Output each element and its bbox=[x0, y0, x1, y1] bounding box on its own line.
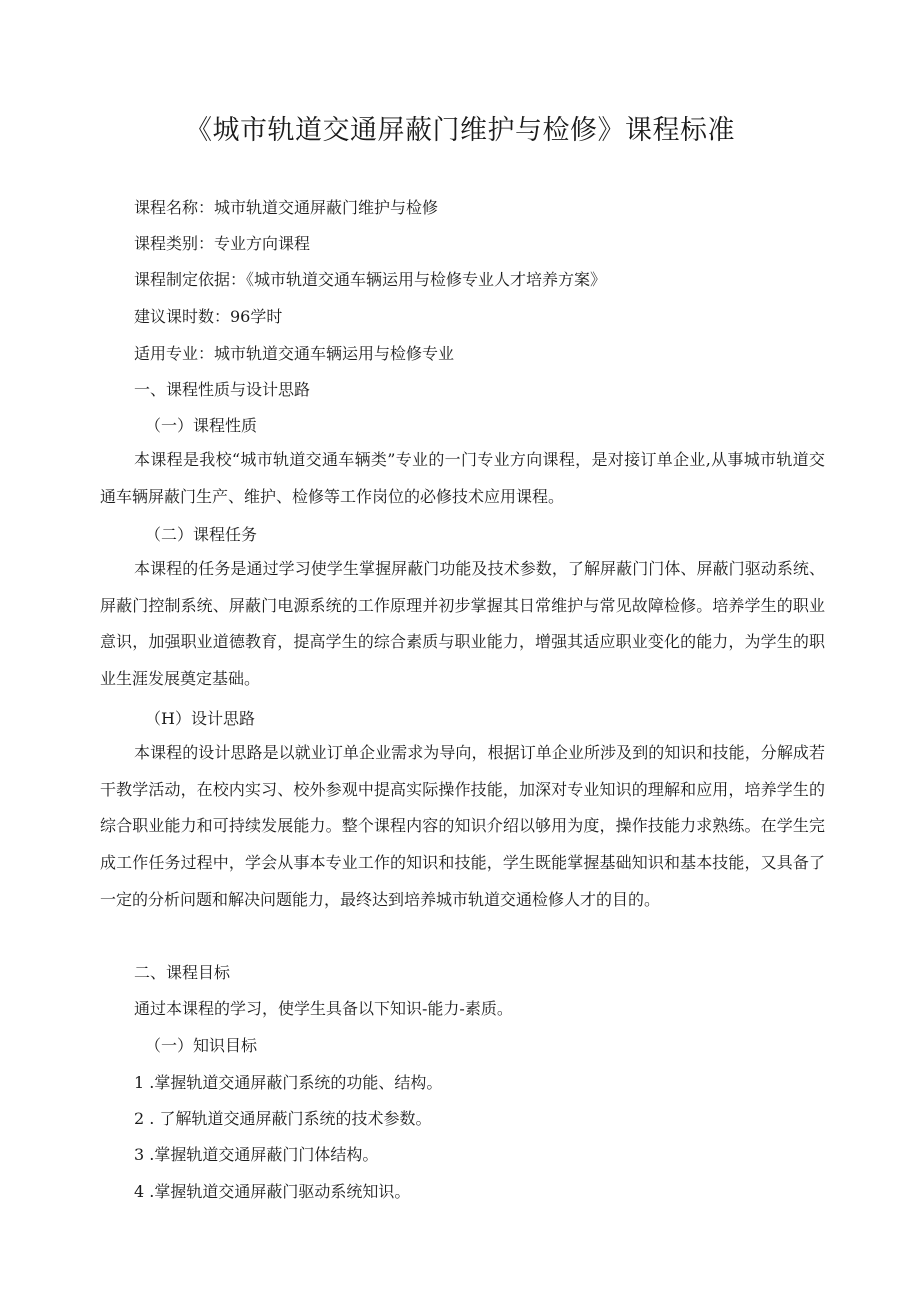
task-paragraph: 本课程的任务是通过学习使学生掌握屏蔽门功能及技术参数，了解屏蔽门门体、屏蔽门驱动系统、屏蔽门控制系统、屏蔽门电源系统的工作原理并初步掌握其日常维护与常见故障检修。培养学生的职业意识，加强职业道德教育，提高学生的综合素质与职业能力，增强其适应职业变化的能力，为学生的职业生涯发展奠定基础。 bbox=[100, 559, 825, 689]
knowledge-item: 2 . 了解轨道交通屏蔽门系统的技术参数。 bbox=[134, 1109, 432, 1128]
knowledge-item: 1 .掌握轨道交通屏蔽门系统的功能、结构。 bbox=[134, 1073, 443, 1092]
section-1-heading: 一、课程性质与设计思路 bbox=[134, 380, 311, 399]
course-major-line: 适用专业：城市轨道交通车辆运用与检修专业 bbox=[134, 344, 455, 363]
course-type-line: 课程类别：专业方向课程 bbox=[134, 234, 311, 253]
design-heading: （H）设计思路 bbox=[145, 709, 255, 728]
knowledge-heading: （一）知识目标 bbox=[145, 1036, 258, 1055]
nature-paragraph: 本课程是我校“城市轨道交通车辆类”专业的一门专业方向课程，是对接订单企业,从事城市轨道交通车辆屏蔽门生产、维护、检修等工作岗位的必修技术应用课程。 bbox=[100, 450, 825, 506]
nature-heading: （一）课程性质 bbox=[145, 416, 258, 435]
section-2-heading: 二、课程目标 bbox=[134, 963, 231, 982]
course-hours-line: 建议课时数：96学时 bbox=[134, 307, 283, 326]
task-heading: （二）课程任务 bbox=[145, 525, 258, 544]
section-2-intro: 通过本课程的学习，使学生具备以下知识-能力-素质。 bbox=[134, 999, 513, 1018]
knowledge-item: 4 .掌握轨道交通屏蔽门驱动系统知识。 bbox=[134, 1182, 411, 1201]
knowledge-item: 3 .掌握轨道交通屏蔽门门体结构。 bbox=[134, 1145, 379, 1164]
document-title: 《城市轨道交通屏蔽门维护与检修》课程标准 bbox=[185, 115, 735, 146]
design-paragraph: 本课程的设计思路是以就业订单企业需求为导向，根据订单企业所涉及到的知识和技能，分解成若干教学活动，在校内实习、校外参观中提高实际操作技能，加深对专业知识的理解和应用，培养学生的综合职业能力和可持续发展能力。整个课程内容的知识介绍以够用为度，操作技能力求熟练。在学生完成工作任务过程中，学会从事本专业工作的知识和技能，学生既能掌握基础知识和基本技能，又具备了一定的分析问题和解决问题能力，最终达到培养城市轨道交通检修人才的目的。 bbox=[100, 743, 825, 909]
course-basis-line: 课程制定依据：《城市轨道交通车辆运用与检修专业人才培养方案》 bbox=[134, 270, 607, 289]
course-name-line: 课程名称：城市轨道交通屏蔽门维护与检修 bbox=[134, 198, 439, 217]
